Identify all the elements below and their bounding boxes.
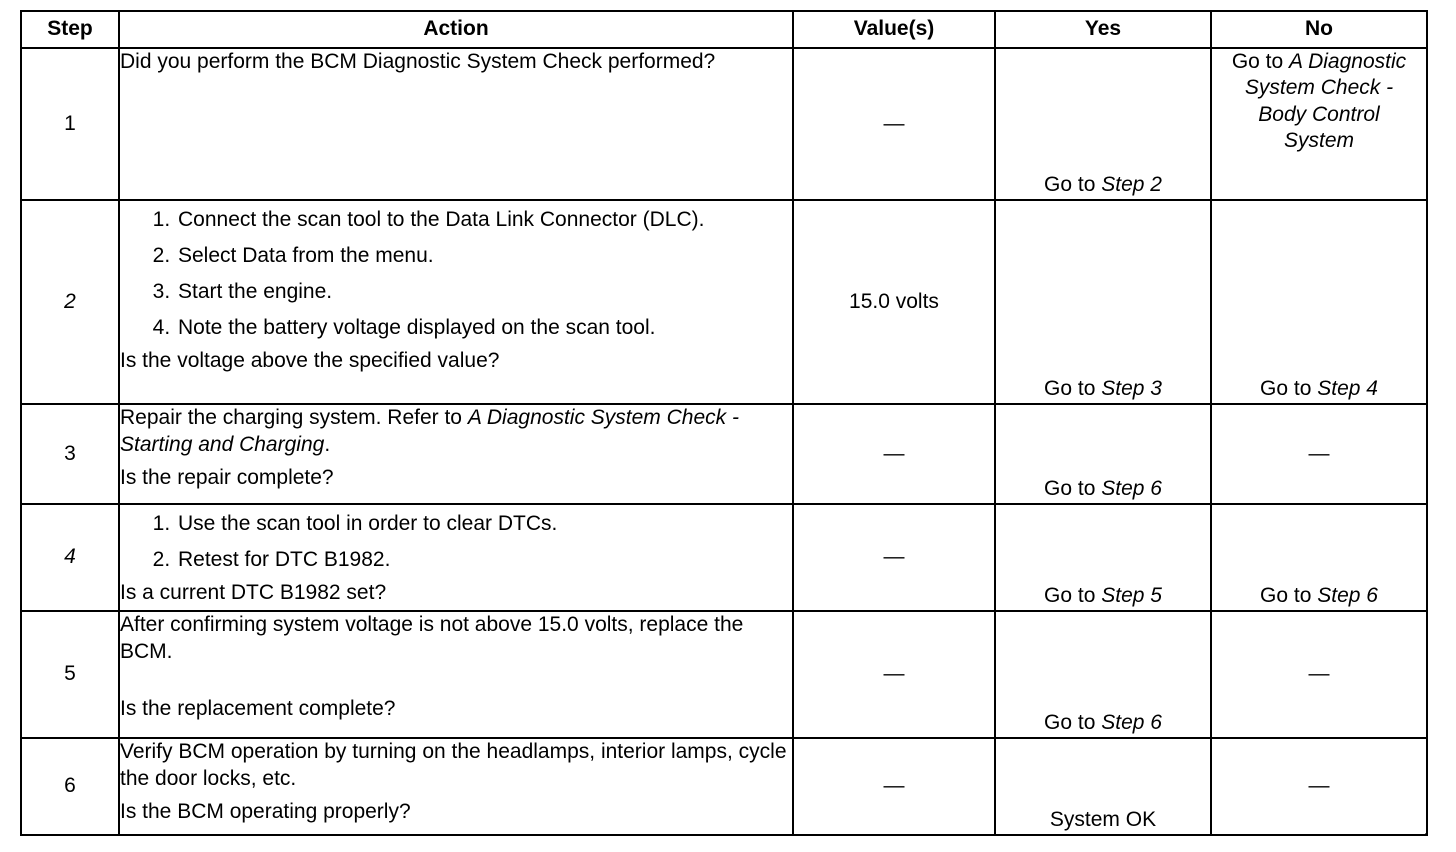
scan-speck: [1425, 833, 1428, 836]
no-cell: —: [1211, 738, 1427, 835]
table-row: [21, 611, 1427, 738]
header-yes: Yes: [995, 11, 1211, 48]
action-text-prefix: Repair the charging system. Refer to: [120, 406, 468, 429]
no-prefix: Go to: [1260, 584, 1318, 608]
action-step-item: 2. Select Data from the menu.: [176, 243, 792, 270]
yes-link[interactable]: Step 5: [1101, 584, 1162, 608]
no-cell: —: [1211, 611, 1427, 738]
value-cell: —: [793, 738, 995, 835]
value-cell: —: [793, 48, 995, 200]
yes-cell[interactable]: [995, 48, 1211, 200]
step-number: [21, 504, 119, 611]
action-cell: [119, 404, 793, 504]
yes-prefix: Go to: [1044, 173, 1102, 197]
value-cell: —: [793, 404, 995, 504]
action-cell: [119, 48, 793, 200]
no-link[interactable]: Step 4: [1317, 377, 1378, 401]
action-text-suffix: .: [324, 432, 331, 456]
action-steps: [120, 207, 792, 342]
action-step-item: 4. Note the battery voltage displayed on the scan tool.: [176, 315, 792, 342]
value-cell: —: [793, 611, 995, 738]
no-prefix: Go to: [1260, 377, 1318, 401]
no-prefix: Go to: [1231, 50, 1290, 73]
action-steps: [120, 511, 792, 574]
table-row: [21, 504, 1427, 611]
action-text: After confirming system voltage is not above 15.0 volts, replace the BCM.: [120, 613, 744, 663]
table-header-row: [21, 11, 1427, 48]
yes-prefix: Go to: [1044, 477, 1102, 501]
header-action: Action: [119, 11, 793, 48]
action-cell: [119, 504, 793, 611]
table-row: [21, 738, 1427, 835]
no-cell: —: [1211, 404, 1427, 504]
yes-link[interactable]: Step 6: [1101, 477, 1162, 501]
value-cell: 15.0 volts: [793, 200, 995, 404]
yes-link[interactable]: Step 3: [1101, 377, 1162, 401]
action-step-item: 1. Use the scan tool in order to clear DTCs.: [176, 511, 792, 538]
table-row: [21, 200, 1427, 404]
no-cell[interactable]: [1211, 504, 1427, 611]
no-cell[interactable]: [1211, 200, 1427, 404]
yes-prefix: Go to: [1044, 711, 1102, 735]
action-step-item: 2. Retest for DTC B1982.: [176, 547, 792, 574]
yes-prefix: Go to: [1044, 584, 1102, 608]
action-reference-link[interactable]: A Diagnostic System Check - Starting and Charging: [120, 406, 739, 456]
step-number-text: 4: [64, 545, 76, 569]
yes-cell[interactable]: [995, 611, 1211, 738]
table-row: [21, 404, 1427, 504]
action-question: Is the BCM operating properly?: [120, 799, 411, 823]
value-cell: —: [793, 504, 995, 611]
yes-prefix: Go to: [1044, 377, 1102, 401]
action-step-item: 1. Connect the scan tool to the Data Link Connector (DLC).: [176, 207, 792, 234]
step-number: 1: [21, 48, 119, 200]
action-cell: [119, 200, 793, 404]
table-row: [21, 48, 1427, 200]
step-number-text: 2: [64, 289, 76, 313]
yes-cell[interactable]: [995, 404, 1211, 504]
action-question: Is the voltage above the specified value?: [120, 348, 500, 372]
action-cell: [119, 611, 793, 738]
step-number: [21, 200, 119, 404]
yes-link[interactable]: Step 6: [1101, 711, 1162, 735]
header-values: Value(s): [793, 11, 995, 48]
step-number: 5: [21, 611, 119, 738]
action-question: Is the repair complete?: [120, 465, 334, 489]
action-text: Verify BCM operation by turning on the headlamps, interior lamps, cycle the door locks, etc.: [120, 740, 787, 790]
yes-cell: System OK: [995, 738, 1211, 835]
yes-link[interactable]: Step 2: [1101, 173, 1162, 197]
step-number: 3: [21, 404, 119, 504]
no-link[interactable]: A Diagnostic System Check - Body Control System: [1244, 50, 1407, 152]
yes-cell[interactable]: [995, 200, 1211, 404]
action-cell: [119, 738, 793, 835]
action-question: Is a current DTC B1982 set?: [120, 580, 387, 604]
action-question: Is the replacement complete?: [120, 696, 396, 720]
step-number: 6: [21, 738, 119, 835]
diagnostic-table: [20, 10, 1428, 836]
no-cell[interactable]: [1211, 48, 1427, 200]
header-no: No: [1211, 11, 1427, 48]
no-link[interactable]: Step 6: [1317, 584, 1378, 608]
header-step: Step: [21, 11, 119, 48]
action-text: Did you perform the BCM Diagnostic System Check performed?: [120, 50, 716, 73]
action-step-item: 3. Start the engine.: [176, 279, 792, 306]
yes-cell[interactable]: [995, 504, 1211, 611]
